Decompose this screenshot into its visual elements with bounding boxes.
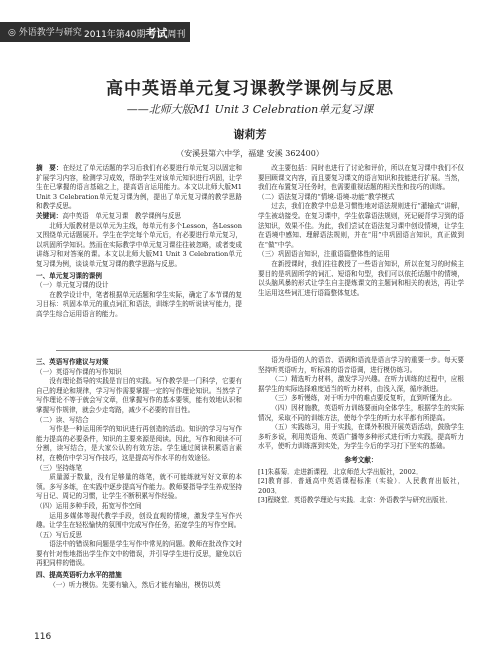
paragraph: 语法中的错误和问题是学生写作中常见的问题。教师在批改作文时要有针对性地指出学生作文中的错误，并引导学生进行反思，避免以后再犯同样的错误。 bbox=[36, 540, 242, 568]
subsection-heading: （二）读、写结合 bbox=[36, 415, 89, 424]
journal-logo: ◎ 外语教学与研究 bbox=[8, 28, 82, 38]
subsection-heading: （一）单元复习课的设计 bbox=[36, 281, 109, 290]
left-column-bottom bbox=[36, 356, 242, 590]
issue-label: 2011年第40期考试周刊 bbox=[84, 27, 186, 40]
paragraph: （五）实践练习，用于实践，在课外积极开展英语活动，鼓励学生多听多说，利用英语角、英语广播等多种形式进行听力实践，提高听力水平，使听力训练落到实处，为学生今后的学习打下坚实的基础。 bbox=[258, 423, 464, 451]
paragraph: 在教学设计中，笔者根据单元话题和学生实际，确定了本节课的复习目标：巩固本单元的重点词汇和语法，训练学生的听说读写能力，提高学生综合运用语言的能力。 bbox=[36, 290, 242, 318]
page-number: 116 bbox=[34, 632, 52, 642]
section-heading: 三、英语写作建议与对策 bbox=[36, 358, 109, 366]
article-title: 高中英语单元复习课教学课例与反思 bbox=[106, 79, 394, 99]
author-name: 谢莉芳 bbox=[233, 128, 267, 141]
right-column-top bbox=[258, 164, 464, 298]
reference-item: [3]程晓堂．英语教学理论与实践．北京：外语教学与研究出版社． bbox=[258, 496, 452, 505]
references-heading: 参考文献： bbox=[344, 455, 378, 464]
paragraph: （一）听力模仿。先要有输入，然后才能有输出，模仿以英 bbox=[49, 580, 221, 589]
abstract: 摘 要：在经过了单元话题的学习后我们有必要进行单元复习以固定和扩展学习内容，检测学习成效，帮助学生对该单元知识进行巩固，让学生在已掌握的语言基础之上，提高语言运用能力。本文以北师大版M1 Unit 3 Celebration单元复习课为例，提出了单元复习课的教学思路和教学反思。 bbox=[36, 164, 243, 211]
reference-item: [2]教育部．普通高中英语课程标准（实验）．人民教育出版社，2003． bbox=[258, 477, 464, 495]
subsection-heading: （一）英语写作课的写作知识 bbox=[36, 367, 122, 376]
paragraph: 写作是一种运用所学的知识进行再创造的活动。知识的学习与写作能力提高的必要条件，知识的主要来源是阅读。因此，写作和阅读不可分割，读写结合，是大家公认的有效方法。学生通过阅读积累语言素材，在模仿中学习写作技巧，这是提高写作水平的有效途径。 bbox=[36, 425, 242, 462]
subsection-heading: （三）巩固语言知识，注重语篇整体性的运用 bbox=[258, 250, 390, 259]
paragraph: 没有理论指导的实践是盲目的实践。写作教学是一门科学，它要有自己的理论和规律，学习写作需要掌握一定的写作理论知识。当然学了写作理论不等于就会写文章，但掌握写作的基本要领，能有效地认识和掌握写作规律，就会少走弯路，减少不必要的盲目性。 bbox=[36, 377, 242, 414]
paragraph: （四）因材施教，英语听力训练要面向全体学生，根据学生的实际情况，采取不同的训练方法，使每个学生的听力水平都有所提高。 bbox=[258, 403, 464, 422]
paragraph: （三）多听慢练，对于听力中的难点要反复听，直到听懂为止。 bbox=[271, 394, 456, 403]
keywords: 关键词：高中英语 单元复习课 教学课例与反思 bbox=[36, 211, 182, 220]
running-header bbox=[0, 0, 500, 40]
paragraph: 质量源于数量，没有足够量的练笔，就不可能练就写好文章的本领。多写多练，在实践中逐步提高写作能力。教师要指导学生养成坚持写日记、周记的习惯，让学生不断积累写作经验。 bbox=[36, 473, 242, 501]
subsection-heading: （三）坚持练笔 bbox=[36, 463, 83, 472]
section-heading: 一、单元复习课的课例 bbox=[36, 271, 102, 280]
paragraph: 在新授课时，我们往往教授了一些语言知识，所以在复习的时候主要目的是巩固所学的词汇、短语和句型，我们可以依托话题中的情境，以头脑风暴的形式让学生自主提炼课文的主题词和相关的表达，再让学生运用这些词汇进行语篇整体复述。 bbox=[258, 259, 464, 297]
article-subtitle: ——北师大版M1 Unit 3 Celebration单元复习课 bbox=[126, 103, 374, 116]
left-column-top bbox=[36, 164, 242, 320]
subsection-heading: （五）写后反思 bbox=[36, 530, 83, 539]
paragraph: 语为母语的人的语音、语调和语流是语言学习的重要一步。每天要坚持听英语听力，听标准的语音语调，进行模仿练习。 bbox=[258, 356, 464, 374]
author-affiliation: （安溪县第六中学，福建 安溪 362400） bbox=[176, 149, 324, 158]
paragraph: 过去，我们在教学中总是习惯性地对语法规则进行“灌输式”讲解，学生被动接受。在复习课中，学生依靠语法规则，死记硬背学习到的语法知识，效果不佳。为此，我们尝试在语法复习课中创设情境，让学生在语境中感知、理解语法规则，并在“用”中巩固语言知识，真正做到在“做”中学。 bbox=[258, 202, 464, 249]
section-heading: 四、提高英语听力水平的措施 bbox=[36, 571, 122, 580]
paragraph: 北师大版教材是以单元为主线，每单元有多个Lesson，各Lesson又围绕单元话题展开。学生在学完每个单元后，有必要进行单元复习，以巩固所学知识。然而在实际教学中单元复习课往往被忽略，或者变成讲练习和对答案的课。本文以北师大版M1 Unit 3 Celebration单元复习课为例，谈谈单元复习课的教学思路与反思。 bbox=[36, 221, 242, 268]
section-divider bbox=[56, 350, 450, 351]
paragraph: （二）精选听力材料，激发学习兴趣。在听力训练的过程中，应根据学生的实际选择难度适当的听力材料，由浅入深，循序渐进。 bbox=[258, 375, 464, 393]
right-column-bottom bbox=[258, 356, 464, 506]
subsection-heading: （四）运用多种手段，拓宽写作空间 bbox=[36, 501, 142, 510]
subsection-heading: （二）语法复习课的“情境-语境-功能”教学模式 bbox=[258, 192, 395, 201]
paragraph: 改主要包括：同时也进行了讨论和评价，所以在复习课中我们不仅要回顾课文内容，而且要复习课文的语言知识和技能进行扩展。当然，我们在布置复习任务时，也需要重视话题的相关性和技巧的训练。 bbox=[258, 164, 464, 192]
paragraph: 运用多媒体等现代教学手段，创设直观的情境，激发学生写作兴趣。让学生在轻松愉快的氛围中完成写作任务，拓宽学生的写作空间。 bbox=[36, 511, 242, 530]
reference-item: [1]朱慕菊．走进新课程．北京师范大学出版社，2002． bbox=[258, 467, 423, 476]
